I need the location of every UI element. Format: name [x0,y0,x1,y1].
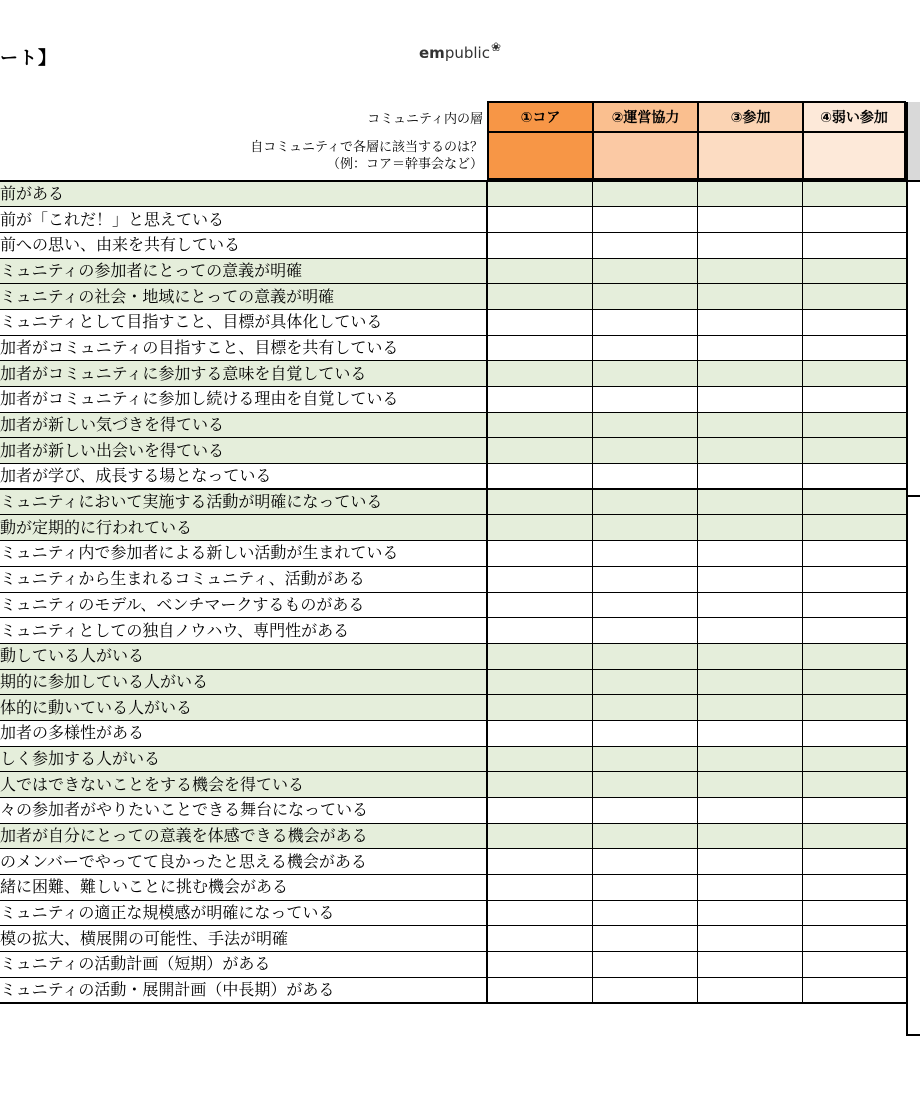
answer-cell-4[interactable] [802,207,907,233]
row-question: 体的に動いている人がいる [0,695,487,721]
answer-cell-3[interactable] [697,643,802,669]
table-row [0,643,907,669]
answer-cell-3[interactable] [697,566,802,592]
row-question: のメンバーでやってて良かったと思える機会がある [0,849,487,875]
answer-cell-2[interactable] [592,489,697,515]
row-question: 前が「これだ！」と思えている [0,207,487,233]
answer-cell-1[interactable] [487,592,592,618]
answer-cell-3[interactable] [697,309,802,335]
answer-cell-1[interactable] [487,181,592,207]
answer-cell-3[interactable] [697,746,802,772]
column-answer-cell-1[interactable] [487,133,592,180]
answer-cell-2[interactable] [592,207,697,233]
answer-cell-2[interactable] [592,952,697,978]
answer-cell-1[interactable] [487,232,592,258]
answer-cell-4[interactable] [802,618,907,644]
column-answer-cell-3[interactable] [697,133,802,180]
row-question: 加者がコミュニティの目指すこと、目標を共有している [0,335,487,361]
answer-cell-4[interactable] [802,258,907,284]
answer-cell-3[interactable] [697,618,802,644]
answer-cell-1[interactable] [487,258,592,284]
answer-cell-4[interactable] [802,926,907,952]
answer-cell-2[interactable] [592,926,697,952]
row-question: ミュニティとして目指すこと、目標が具体化している [0,309,487,335]
answer-cell-2[interactable] [592,309,697,335]
answer-cell-2[interactable] [592,823,697,849]
answer-cell-1[interactable] [487,566,592,592]
answer-cell-2[interactable] [592,361,697,387]
column-header-4: ④弱い参加 [802,101,906,133]
answer-cell-2[interactable] [592,977,697,1003]
answer-cell-3[interactable] [697,875,802,901]
row-question: ミュニティから生まれるコミュニティ、活動がある [0,566,487,592]
answer-cell-4[interactable] [802,335,907,361]
answer-cell-2[interactable] [592,695,697,721]
answer-cell-4[interactable] [802,489,907,515]
table-row [0,464,907,490]
answer-cell-2[interactable] [592,798,697,824]
answer-cell-1[interactable] [487,695,592,721]
answer-cell-3[interactable] [697,849,802,875]
column-header-2: ②運営協力 [592,101,697,133]
answer-cell-2[interactable] [592,284,697,310]
checklist-table [0,180,908,1004]
answer-cell-1[interactable] [487,387,592,413]
answer-cell-1[interactable] [487,823,592,849]
table-row [0,284,907,310]
answer-cell-4[interactable] [802,309,907,335]
answer-cell-1[interactable] [487,900,592,926]
answer-cell-4[interactable] [802,798,907,824]
answer-cell-3[interactable] [697,541,802,567]
answer-cell-2[interactable] [592,618,697,644]
answer-cell-1[interactable] [487,643,592,669]
answer-cell-1[interactable] [487,669,592,695]
row-question: ミュニティにおいて実施する活動が明確になっている [0,489,487,515]
answer-cell-2[interactable] [592,541,697,567]
answer-cell-3[interactable] [697,387,802,413]
row-question: 期的に参加している人がいる [0,669,487,695]
right-edge-divider [906,495,920,497]
row-question: 加者が学び、成長する場となっている [0,464,487,490]
row-question: 加者が自分にとっての意義を体感できる機会がある [0,823,487,849]
answer-cell-3[interactable] [697,695,802,721]
answer-cell-1[interactable] [487,772,592,798]
table-row [0,669,907,695]
row-question: ミュニティの活動計画（短期）がある [0,952,487,978]
answer-cell-1[interactable] [487,720,592,746]
answer-cell-4[interactable] [802,643,907,669]
answer-cell-3[interactable] [697,232,802,258]
answer-cell-4[interactable] [802,823,907,849]
table-row [0,695,907,721]
table-row [0,566,907,592]
answer-cell-3[interactable] [697,207,802,233]
column-answer-cell-2[interactable] [592,133,697,180]
row-question: 加者の多様性がある [0,720,487,746]
answer-cell-1[interactable] [487,952,592,978]
answer-cell-2[interactable] [592,592,697,618]
answer-cell-2[interactable] [592,669,697,695]
answer-cell-1[interactable] [487,412,592,438]
answer-cell-3[interactable] [697,489,802,515]
answer-cell-2[interactable] [592,720,697,746]
answer-cell-2[interactable] [592,464,697,490]
table-row [0,977,907,1003]
answer-cell-4[interactable] [802,875,907,901]
answer-cell-4[interactable] [802,464,907,490]
answer-cell-4[interactable] [802,412,907,438]
table-row [0,592,907,618]
row-question: 人ではできないことをする機会を得ている [0,772,487,798]
table-row [0,387,907,413]
answer-cell-2[interactable] [592,438,697,464]
row-question: ミュニティ内で参加者による新しい活動が生まれている [0,541,487,567]
table-row [0,412,907,438]
answer-cell-4[interactable] [802,541,907,567]
answer-cell-1[interactable] [487,464,592,490]
answer-cell-1[interactable] [487,849,592,875]
answer-cell-2[interactable] [592,335,697,361]
answer-cell-3[interactable] [697,592,802,618]
answer-cell-4[interactable] [802,977,907,1003]
page-title: ート】 [0,48,57,69]
answer-cell-2[interactable] [592,746,697,772]
answer-cell-4[interactable] [802,592,907,618]
table-row [0,489,907,515]
table-row [0,720,907,746]
table-row [0,181,907,207]
answer-cell-1[interactable] [487,875,592,901]
flower-mark-icon: ❀ [490,40,502,54]
answer-cell-4[interactable] [802,515,907,541]
row-question: 動している人がいる [0,643,487,669]
row-question: 模の拡大、横展開の可能性、手法が明確 [0,926,487,952]
answer-cell-3[interactable] [697,669,802,695]
table-row [0,746,907,772]
answer-cell-4[interactable] [802,720,907,746]
answer-cell-4[interactable] [802,849,907,875]
table-row [0,232,907,258]
table-row [0,258,907,284]
answer-cell-4[interactable] [802,900,907,926]
table-row [0,875,907,901]
empublic-logo: empublic❀ [419,40,502,62]
answer-cell-3[interactable] [697,284,802,310]
answer-cell-4[interactable] [802,387,907,413]
answer-cell-1[interactable] [487,746,592,772]
table-row [0,361,907,387]
side-column-header [906,102,920,180]
answer-cell-1[interactable] [487,207,592,233]
answer-cell-4[interactable] [802,669,907,695]
answer-cell-2[interactable] [592,232,697,258]
answer-cell-1[interactable] [487,361,592,387]
column-answer-cell-4[interactable] [802,133,906,180]
answer-cell-4[interactable] [802,952,907,978]
table-row [0,309,907,335]
answer-cell-4[interactable] [802,695,907,721]
answer-cell-3[interactable] [697,952,802,978]
table-row [0,515,907,541]
question-label: 自コミュニティで各層に該当するのは？ （例：コア＝幹事会など） [250,140,483,172]
answer-cell-1[interactable] [487,309,592,335]
answer-cell-4[interactable] [802,438,907,464]
answer-cell-4[interactable] [802,566,907,592]
answer-cell-4[interactable] [802,361,907,387]
answer-cell-2[interactable] [592,566,697,592]
table-row [0,849,907,875]
answer-cell-3[interactable] [697,438,802,464]
answer-cell-3[interactable] [697,181,802,207]
answer-cell-1[interactable] [487,438,592,464]
right-edge-divider [906,1034,920,1036]
answer-cell-4[interactable] [802,181,907,207]
answer-cell-3[interactable] [697,464,802,490]
answer-cell-3[interactable] [697,335,802,361]
answer-cell-2[interactable] [592,181,697,207]
answer-cell-3[interactable] [697,772,802,798]
answer-cell-1[interactable] [487,977,592,1003]
answer-cell-4[interactable] [802,772,907,798]
row-question: ミュニティの社会・地域にとっての意義が明確 [0,284,487,310]
row-question: 加者がコミュニティに参加する意味を自覚している [0,361,487,387]
row-question: しく参加する人がいる [0,746,487,772]
layer-label: コミュニティ内の層 [367,112,483,127]
table-row [0,798,907,824]
answer-cell-3[interactable] [697,977,802,1003]
row-question: ミュニティの活動・展開計画（中長期）がある [0,977,487,1003]
answer-cell-1[interactable] [487,926,592,952]
column-header-3: ③参加 [697,101,802,133]
answer-cell-2[interactable] [592,515,697,541]
table-row [0,926,907,952]
table-row [0,335,907,361]
row-question: 加者が新しい出会いを得ている [0,438,487,464]
answer-cell-1[interactable] [487,618,592,644]
right-edge-divider [906,180,920,182]
table-row [0,900,907,926]
table-row [0,823,907,849]
table-row [0,207,907,233]
answer-cell-2[interactable] [592,412,697,438]
answer-cell-3[interactable] [697,361,802,387]
table-row [0,438,907,464]
answer-cell-3[interactable] [697,798,802,824]
answer-cell-1[interactable] [487,335,592,361]
answer-cell-3[interactable] [697,258,802,284]
table-row [0,541,907,567]
row-question: 動が定期的に行われている [0,515,487,541]
answer-cell-3[interactable] [697,926,802,952]
table-row [0,952,907,978]
answer-cell-1[interactable] [487,798,592,824]
answer-cell-1[interactable] [487,284,592,310]
answer-cell-2[interactable] [592,900,697,926]
row-question: 前への思い、由来を共有している [0,232,487,258]
answer-cell-3[interactable] [697,515,802,541]
row-question: ミュニティの参加者にとっての意義が明確 [0,258,487,284]
row-question: 加者がコミュニティに参加し続ける理由を自覚している [0,387,487,413]
answer-cell-2[interactable] [592,772,697,798]
row-question: 々の参加者がやりたいことできる舞台になっている [0,798,487,824]
row-question: 前がある [0,181,487,207]
row-question: ミュニティの適正な規模感が明確になっている [0,900,487,926]
answer-cell-3[interactable] [697,412,802,438]
table-row [0,618,907,644]
answer-cell-4[interactable] [802,746,907,772]
answer-cell-2[interactable] [592,875,697,901]
answer-cell-4[interactable] [802,284,907,310]
answer-cell-2[interactable] [592,387,697,413]
answer-cell-3[interactable] [697,900,802,926]
column-header-1: ①コア [487,101,592,133]
table-row [0,772,907,798]
answer-cell-2[interactable] [592,643,697,669]
answer-cell-1[interactable] [487,541,592,567]
answer-cell-2[interactable] [592,849,697,875]
row-question: 加者が新しい気づきを得ている [0,412,487,438]
answer-cell-1[interactable] [487,489,592,515]
right-edge-line [906,180,908,1036]
answer-cell-3[interactable] [697,720,802,746]
row-question: ミュニティとしての独自ノウハウ、専門性がある [0,618,487,644]
answer-cell-1[interactable] [487,515,592,541]
answer-cell-3[interactable] [697,823,802,849]
row-question: ミュニティのモデル、ベンチマークするものがある [0,592,487,618]
answer-cell-4[interactable] [802,232,907,258]
row-question: 緒に困難、難しいことに挑む機会がある [0,875,487,901]
answer-cell-2[interactable] [592,258,697,284]
